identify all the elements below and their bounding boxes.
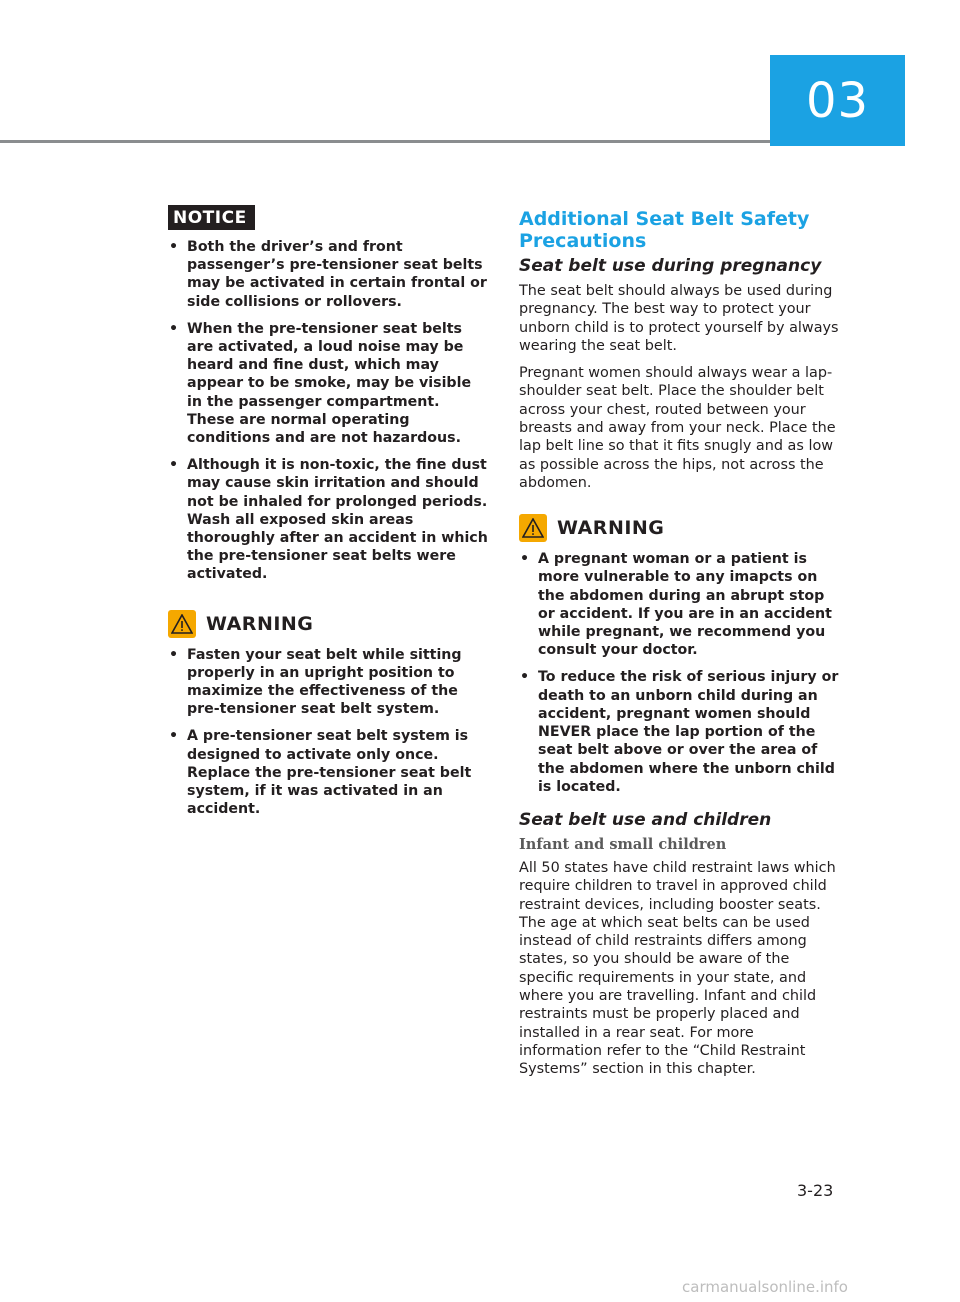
warning-title: WARNING <box>206 612 314 635</box>
list-item: • To reduce the risk of serious injury or death to an unborn child during an accident, pregnant women should NEVER place the lap portion of the seat belt above or over the area of the abdomen where the unborn child is located. <box>519 668 841 795</box>
right-column <box>519 208 841 1087</box>
pregnancy-title: Seat belt use during pregnancy <box>519 256 822 276</box>
paragraph: All 50 states have child restraint laws which require children to travel in approved child restraint devices, including booster seats. The age at which seat belts can be used instead of child restraints differs among states, so you should be aware of the specific requirements in your state, and where you are travelling. Infant and child restraints must be properly placed and installed in a rear seat. For more information refer to the “Child Restraint Systems” section in this chapter. <box>519 859 836 1078</box>
list-item: • Both the driver’s and front passenger’s pre-tensioner seat belts may be activated in certain frontal or side collisions or rollovers. <box>168 238 488 311</box>
list-item: • A pregnant woman or a patient is more vulnerable to any imapcts on the abdomen during an abrupt stop or accident. If you are in an accident while pregnant, we recommend you consult your doctor. <box>519 550 841 659</box>
warning-header <box>168 610 488 638</box>
page-number: 3-23 <box>797 1181 834 1200</box>
list-item: • Fasten your seat belt while sitting properly in an upright position to maximize the effectiveness of the pre-tensioner seat belt system. <box>168 646 488 719</box>
warning-triangle-icon <box>168 610 196 638</box>
children-title: Seat belt use and children <box>519 809 772 830</box>
header-rule <box>0 140 770 143</box>
infant-title: Infant and small children <box>519 835 727 853</box>
warning-list <box>519 550 841 796</box>
watermark: carmanualsonline.info <box>682 1278 848 1296</box>
list-item: • A pre-tensioner seat belt system is designed to activate only once. Replace the pre-tensioner seat belt system, if it was activated in an accident. <box>168 727 488 818</box>
notice-list <box>168 238 488 584</box>
warning-list <box>168 646 488 819</box>
section-title: Additional Seat Belt Safety Precautions <box>519 208 810 252</box>
notice-badge: NOTICE <box>168 205 255 230</box>
paragraph: The seat belt should always be used during pregnancy. The best way to protect your unborn child is to protect yourself by always wearing the seat belt. <box>519 283 839 354</box>
warning-triangle-icon <box>519 514 547 542</box>
list-item: • When the pre-tensioner seat belts are activated, a loud noise may be heard and fine dust, which may appear to be smoke, may be visible in the passenger compartment. These are normal operating conditions and are not hazardous. <box>168 320 488 447</box>
list-item: • Although it is non-toxic, the fine dust may cause skin irritation and should not be inhaled for prolonged periods. Wash all exposed skin areas thoroughly after an accident in which the pre-tensioner seat belts were activated. <box>168 456 488 583</box>
warning-title: WARNING <box>557 517 665 540</box>
warning-header <box>519 514 841 542</box>
chapter-tab: 03 <box>770 55 905 146</box>
paragraph: Pregnant women should always wear a lap-shoulder seat belt. Place the shoulder belt across your chest, routed between your breasts and away from your neck. Place the lap belt line so that it fits snugly and as low as possible across the hips, not across the abdomen. <box>519 365 836 491</box>
left-column <box>168 205 488 827</box>
